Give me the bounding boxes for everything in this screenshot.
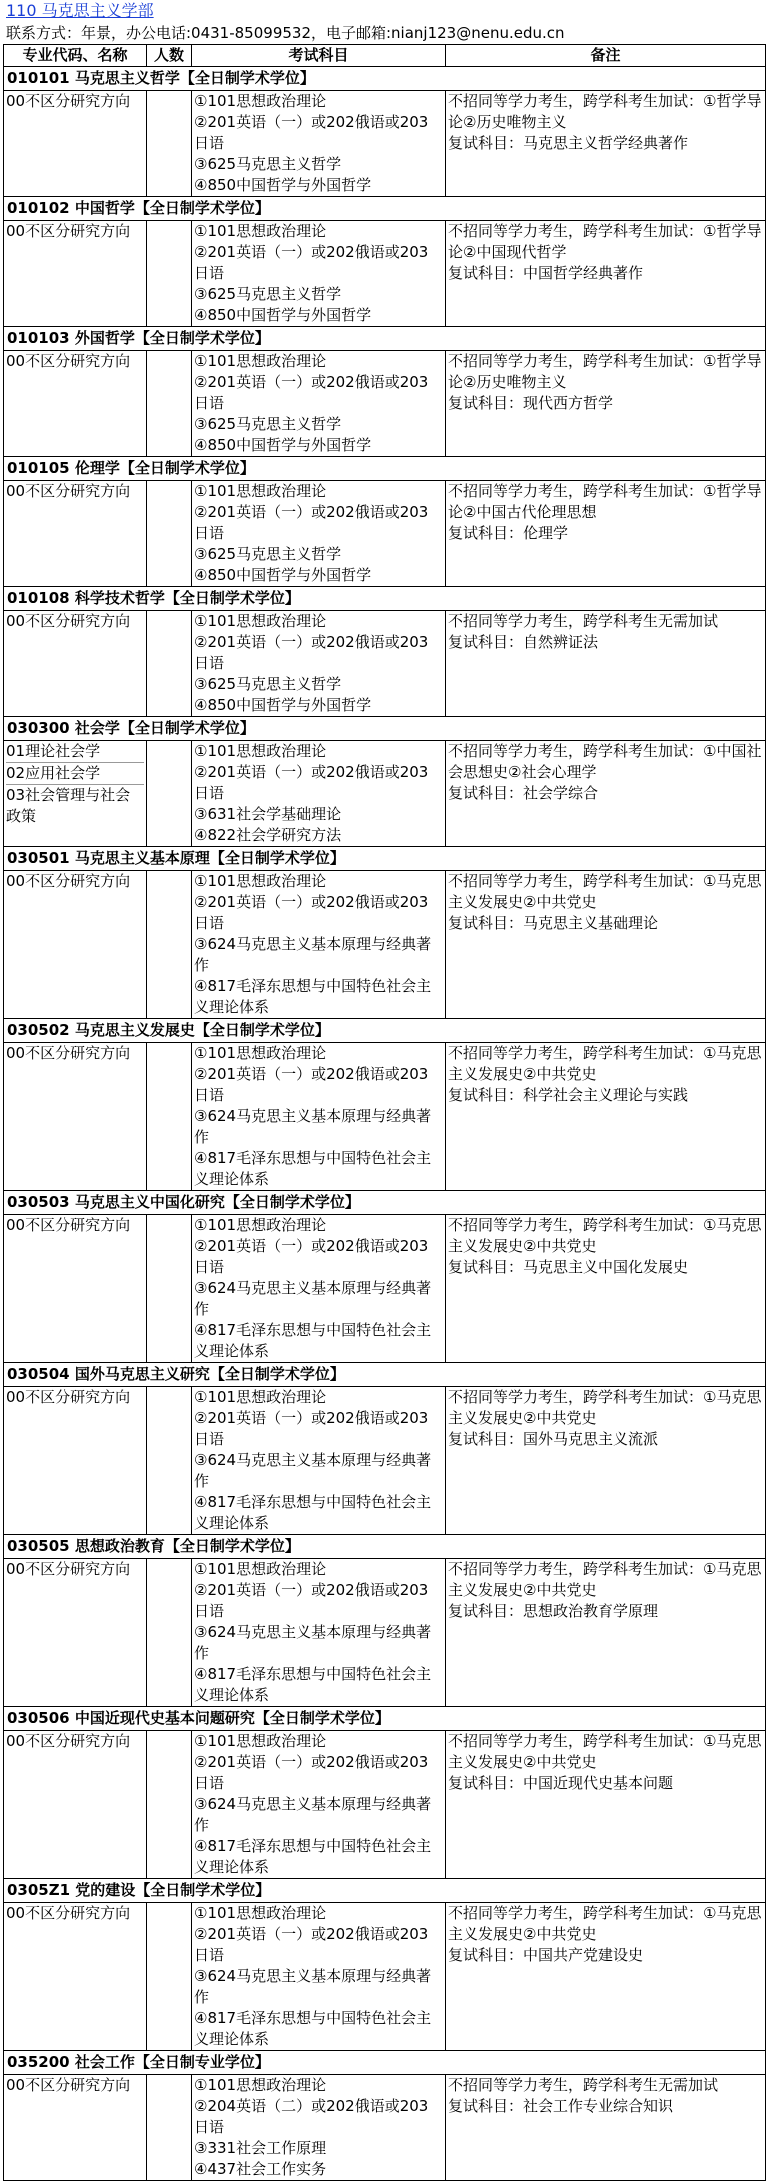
remark-line: 复试科目：社会工作专业综合知识 bbox=[448, 2097, 674, 2115]
table-row bbox=[4, 741, 766, 847]
remark-line: 复试科目：现代西方哲学 bbox=[448, 394, 614, 412]
exam-subject: ①101思想政治理论 bbox=[194, 1044, 327, 1062]
column-header-count: 人数 bbox=[147, 45, 192, 67]
direction-cell bbox=[4, 2075, 147, 2181]
remark-line: 复试科目：科学社会主义理论与实践 bbox=[448, 1086, 689, 1104]
table-row bbox=[4, 871, 766, 1019]
exam-subject: ③624马克思主义基本原理与经典著作 bbox=[194, 935, 432, 974]
research-direction: 00不区分研究方向 bbox=[6, 482, 131, 500]
major-title: 030502 马克思主义发展史【全日制学术学位】 bbox=[4, 1019, 766, 1043]
exam-subject: ④437社会工作实务 bbox=[194, 2160, 327, 2178]
count-cell bbox=[147, 1387, 192, 1535]
remarks-cell bbox=[446, 481, 766, 587]
exam-subject: ①101思想政治理论 bbox=[194, 222, 327, 240]
major-title: 030504 国外马克思主义研究【全日制学术学位】 bbox=[4, 1363, 766, 1387]
remarks-cell bbox=[446, 1215, 766, 1363]
major-title: 030501 马克思主义基本原理【全日制学术学位】 bbox=[4, 847, 766, 871]
remark-line: 不招同等学力考生，跨学科考生加试：①哲学导论②历史唯物主义 bbox=[448, 352, 762, 391]
remark-line: 不招同等学力考生，跨学科考生加试：①哲学导论②中国古代伦理思想 bbox=[448, 482, 762, 521]
subjects-cell bbox=[192, 221, 446, 327]
count-cell bbox=[147, 611, 192, 717]
exam-subject: ③625马克思主义哲学 bbox=[194, 675, 342, 693]
remarks-cell bbox=[446, 91, 766, 197]
remark-line: 不招同等学力考生，跨学科考生无需加试 bbox=[448, 2076, 719, 2094]
direction-cell bbox=[4, 1903, 147, 2051]
direction-cell bbox=[4, 611, 147, 717]
remarks-cell bbox=[446, 1387, 766, 1535]
major-title: 030300 社会学【全日制学术学位】 bbox=[4, 717, 766, 741]
subjects-cell bbox=[192, 481, 446, 587]
column-header-major: 专业代码、名称 bbox=[4, 45, 147, 67]
subjects-cell bbox=[192, 871, 446, 1019]
exam-subject: ③625马克思主义哲学 bbox=[194, 545, 342, 563]
research-direction: 02应用社会学 bbox=[6, 763, 144, 785]
exam-subject: ②201英语（一）或202俄语或203日语 bbox=[194, 1409, 429, 1448]
major-title-row bbox=[4, 717, 766, 741]
remarks-cell bbox=[446, 1559, 766, 1707]
remark-line: 复试科目：中国共产党建设史 bbox=[448, 1946, 644, 1964]
column-header-subjects: 考试科目 bbox=[192, 45, 446, 67]
subjects-cell bbox=[192, 1043, 446, 1191]
remarks-cell bbox=[446, 871, 766, 1019]
exam-subject: ①101思想政治理论 bbox=[194, 1388, 327, 1406]
table-row bbox=[4, 2075, 766, 2181]
exam-subject: ④817毛泽东思想与中国特色社会主义理论体系 bbox=[194, 1321, 432, 1360]
exam-subject: ③625马克思主义哲学 bbox=[194, 285, 342, 303]
count-cell bbox=[147, 221, 192, 327]
major-title-row bbox=[4, 457, 766, 481]
exam-subject: ②201英语（一）或202俄语或203日语 bbox=[194, 1753, 429, 1792]
subjects-cell bbox=[192, 91, 446, 197]
major-title-row bbox=[4, 1363, 766, 1387]
remark-line: 复试科目：伦理学 bbox=[448, 524, 569, 542]
exam-subject: ④850中国哲学与外国哲学 bbox=[194, 436, 372, 454]
remark-line: 不招同等学力考生，跨学科考生加试：①马克思主义发展史②中共党史 bbox=[448, 1388, 762, 1427]
direction-cell bbox=[4, 871, 147, 1019]
remark-line: 复试科目：中国哲学经典著作 bbox=[448, 264, 644, 282]
exam-subject: ③624马克思主义基本原理与经典著作 bbox=[194, 1795, 432, 1834]
exam-subject: ④850中国哲学与外国哲学 bbox=[194, 176, 372, 194]
exam-subject: ③625马克思主义哲学 bbox=[194, 415, 342, 433]
contact-info: 联系方式：年景，办公电话:0431-85099532，电子邮箱:nianj123@nenu.edu.cn bbox=[6, 24, 565, 42]
column-header-remarks: 备注 bbox=[446, 45, 766, 67]
remark-line: 复试科目：中国近现代史基本问题 bbox=[448, 1774, 674, 1792]
major-title: 010103 外国哲学【全日制学术学位】 bbox=[4, 327, 766, 351]
research-direction: 00不区分研究方向 bbox=[6, 1216, 131, 1234]
count-cell bbox=[147, 1215, 192, 1363]
research-direction: 00不区分研究方向 bbox=[6, 2076, 131, 2094]
remark-line: 复试科目：自然辨证法 bbox=[448, 633, 599, 651]
remarks-cell bbox=[446, 2075, 766, 2181]
research-direction: 00不区分研究方向 bbox=[6, 1560, 131, 1578]
admissions-page bbox=[3, 0, 765, 2181]
count-cell bbox=[147, 351, 192, 457]
table-row bbox=[4, 91, 766, 197]
major-title: 010102 中国哲学【全日制学术学位】 bbox=[4, 197, 766, 221]
table-row bbox=[4, 1903, 766, 2051]
exam-subject: ④817毛泽东思想与中国特色社会主义理论体系 bbox=[194, 1149, 432, 1188]
remarks-cell bbox=[446, 741, 766, 847]
table-row bbox=[4, 1387, 766, 1535]
remark-line: 复试科目：思想政治教育学原理 bbox=[448, 1602, 659, 1620]
subjects-cell bbox=[192, 1731, 446, 1879]
subjects-cell bbox=[192, 611, 446, 717]
remarks-cell bbox=[446, 611, 766, 717]
direction-cell bbox=[4, 1559, 147, 1707]
admissions-table bbox=[3, 44, 766, 2181]
exam-subject: ①101思想政治理论 bbox=[194, 352, 327, 370]
table-row bbox=[4, 221, 766, 327]
table-row bbox=[4, 481, 766, 587]
exam-subject: ①101思想政治理论 bbox=[194, 1904, 327, 1922]
exam-subject: ①101思想政治理论 bbox=[194, 2076, 327, 2094]
exam-subject: ④822社会学研究方法 bbox=[194, 826, 342, 844]
remark-line: 复试科目：马克思主义哲学经典著作 bbox=[448, 134, 689, 152]
remark-line: 复试科目：马克思主义基础理论 bbox=[448, 914, 659, 932]
exam-subject: ③631社会学基础理论 bbox=[194, 805, 342, 823]
direction-cell bbox=[4, 1387, 147, 1535]
subjects-cell bbox=[192, 741, 446, 847]
research-direction: 00不区分研究方向 bbox=[6, 222, 131, 240]
exam-subject: ③624马克思主义基本原理与经典著作 bbox=[194, 1107, 432, 1146]
exam-subject: ②201英语（一）或202俄语或203日语 bbox=[194, 633, 429, 672]
research-direction: 00不区分研究方向 bbox=[6, 1044, 131, 1062]
subjects-cell bbox=[192, 1559, 446, 1707]
major-title: 030505 思想政治教育【全日制学术学位】 bbox=[4, 1535, 766, 1559]
exam-subject: ①101思想政治理论 bbox=[194, 612, 327, 630]
major-title-row bbox=[4, 1191, 766, 1215]
research-direction: 00不区分研究方向 bbox=[6, 1904, 131, 1922]
direction-cell bbox=[4, 1731, 147, 1879]
exam-subject: ②201英语（一）或202俄语或203日语 bbox=[194, 763, 429, 802]
exam-subject: ④850中国哲学与外国哲学 bbox=[194, 566, 372, 584]
remark-line: 不招同等学力考生，跨学科考生加试：①中国社会思想史②社会心理学 bbox=[448, 742, 762, 781]
research-direction: 00不区分研究方向 bbox=[6, 612, 131, 630]
major-title: 030506 中国近现代史基本问题研究【全日制学术学位】 bbox=[4, 1707, 766, 1731]
exam-subject: ①101思想政治理论 bbox=[194, 1560, 327, 1578]
count-cell bbox=[147, 741, 192, 847]
major-title-row bbox=[4, 1535, 766, 1559]
count-cell bbox=[147, 1559, 192, 1707]
remark-line: 不招同等学力考生，跨学科考生加试：①马克思主义发展史②中共党史 bbox=[448, 1904, 762, 1943]
major-title: 030503 马克思主义中国化研究【全日制学术学位】 bbox=[4, 1191, 766, 1215]
remark-line: 不招同等学力考生，跨学科考生无需加试 bbox=[448, 612, 719, 630]
remarks-cell bbox=[446, 1903, 766, 2051]
count-cell bbox=[147, 91, 192, 197]
subjects-cell bbox=[192, 1387, 446, 1535]
exam-subject: ③331社会工作原理 bbox=[194, 2139, 327, 2157]
remark-line: 不招同等学力考生，跨学科考生加试：①马克思主义发展史②中共党史 bbox=[448, 1216, 762, 1255]
exam-subject: ④817毛泽东思想与中国特色社会主义理论体系 bbox=[194, 977, 432, 1016]
exam-subject: ①101思想政治理论 bbox=[194, 742, 327, 760]
research-direction: 00不区分研究方向 bbox=[6, 872, 131, 890]
research-direction: 01理论社会学 bbox=[6, 741, 144, 763]
remark-line: 不招同等学力考生，跨学科考生加试：①哲学导论②中国现代哲学 bbox=[448, 222, 762, 261]
exam-subject: ②201英语（一）或202俄语或203日语 bbox=[194, 1065, 429, 1104]
remark-line: 复试科目：马克思主义中国化发展史 bbox=[448, 1258, 689, 1276]
research-direction: 03社会管理与社会政策 bbox=[6, 786, 131, 825]
count-cell bbox=[147, 481, 192, 587]
remarks-cell bbox=[446, 221, 766, 327]
table-row bbox=[4, 1559, 766, 1707]
table-header-row bbox=[4, 45, 766, 67]
remark-line: 不招同等学力考生，跨学科考生加试：①马克思主义发展史②中共党史 bbox=[448, 1560, 762, 1599]
subjects-cell bbox=[192, 2075, 446, 2181]
major-title: 010101 马克思主义哲学【全日制学术学位】 bbox=[4, 67, 766, 91]
table-row bbox=[4, 351, 766, 457]
direction-cell bbox=[4, 351, 147, 457]
remarks-cell bbox=[446, 1731, 766, 1879]
table-row bbox=[4, 1043, 766, 1191]
table-row bbox=[4, 611, 766, 717]
direction-cell bbox=[4, 221, 147, 327]
exam-subject: ④850中国哲学与外国哲学 bbox=[194, 306, 372, 324]
research-direction: 00不区分研究方向 bbox=[6, 1388, 131, 1406]
remark-line: 复试科目：社会学综合 bbox=[448, 784, 599, 802]
direction-cell bbox=[4, 741, 147, 847]
exam-subject: ④817毛泽东思想与中国特色社会主义理论体系 bbox=[194, 1665, 432, 1704]
exam-subject: ②201英语（一）或202俄语或203日语 bbox=[194, 893, 429, 932]
count-cell bbox=[147, 1043, 192, 1191]
remark-line: 不招同等学力考生，跨学科考生加试：①马克思主义发展史②中共党史 bbox=[448, 1044, 762, 1083]
major-title-row bbox=[4, 847, 766, 871]
exam-subject: ②201英语（一）或202俄语或203日语 bbox=[194, 113, 429, 152]
exam-subject: ①101思想政治理论 bbox=[194, 1732, 327, 1750]
remark-line: 不招同等学力考生，跨学科考生加试：①哲学导论②历史唯物主义 bbox=[448, 92, 762, 131]
direction-cell bbox=[4, 1215, 147, 1363]
table-body bbox=[4, 67, 766, 2181]
table-row bbox=[4, 1731, 766, 1879]
subjects-cell bbox=[192, 1215, 446, 1363]
major-title-row bbox=[4, 1019, 766, 1043]
remarks-cell bbox=[446, 1043, 766, 1191]
remarks-cell bbox=[446, 351, 766, 457]
exam-subject: ④817毛泽东思想与中国特色社会主义理论体系 bbox=[194, 1837, 432, 1876]
major-title: 010108 科学技术哲学【全日制学术学位】 bbox=[4, 587, 766, 611]
exam-subject: ③624马克思主义基本原理与经典著作 bbox=[194, 1279, 432, 1318]
major-title-row bbox=[4, 1707, 766, 1731]
major-title: 0305Z1 党的建设【全日制学术学位】 bbox=[4, 1879, 766, 1903]
remark-line: 不招同等学力考生，跨学科考生加试：①马克思主义发展史②中共党史 bbox=[448, 1732, 762, 1771]
exam-subject: ②201英语（一）或202俄语或203日语 bbox=[194, 503, 429, 542]
major-title-row bbox=[4, 587, 766, 611]
exam-subject: ②204英语（二）或202俄语或203日语 bbox=[194, 2097, 429, 2136]
exam-subject: ③625马克思主义哲学 bbox=[194, 155, 342, 173]
major-title-row bbox=[4, 1879, 766, 1903]
remark-line: 不招同等学力考生，跨学科考生加试：①马克思主义发展史②中共党史 bbox=[448, 872, 762, 911]
count-cell bbox=[147, 871, 192, 1019]
subjects-cell bbox=[192, 1903, 446, 2051]
exam-subject: ③624马克思主义基本原理与经典著作 bbox=[194, 1967, 432, 2006]
major-title-row bbox=[4, 327, 766, 351]
direction-cell bbox=[4, 481, 147, 587]
major-title-row bbox=[4, 197, 766, 221]
exam-subject: ①101思想政治理论 bbox=[194, 872, 327, 890]
major-title-row bbox=[4, 2051, 766, 2075]
research-direction: 00不区分研究方向 bbox=[6, 92, 131, 110]
exam-subject: ①101思想政治理论 bbox=[194, 1216, 327, 1234]
direction-cell bbox=[4, 91, 147, 197]
exam-subject: ④817毛泽东思想与中国特色社会主义理论体系 bbox=[194, 2009, 432, 2048]
exam-subject: ④850中国哲学与外国哲学 bbox=[194, 696, 372, 714]
count-cell bbox=[147, 1731, 192, 1879]
exam-subject: ②201英语（一）或202俄语或203日语 bbox=[194, 1581, 429, 1620]
direction-cell bbox=[4, 1043, 147, 1191]
research-direction: 00不区分研究方向 bbox=[6, 352, 131, 370]
exam-subject: ②201英语（一）或202俄语或203日语 bbox=[194, 243, 429, 282]
exam-subject: ④817毛泽东思想与中国特色社会主义理论体系 bbox=[194, 1493, 432, 1532]
research-direction: 00不区分研究方向 bbox=[6, 1732, 131, 1750]
major-title-row bbox=[4, 67, 766, 91]
exam-subject: ②201英语（一）或202俄语或203日语 bbox=[194, 1925, 429, 1964]
major-title: 010105 伦理学【全日制学术学位】 bbox=[4, 457, 766, 481]
count-cell bbox=[147, 1903, 192, 2051]
count-cell bbox=[147, 2075, 192, 2181]
exam-subject: ③624马克思主义基本原理与经典著作 bbox=[194, 1623, 432, 1662]
subjects-cell bbox=[192, 351, 446, 457]
exam-subject: ②201英语（一）或202俄语或203日语 bbox=[194, 1237, 429, 1276]
table-row bbox=[4, 1215, 766, 1363]
exam-subject: ②201英语（一）或202俄语或203日语 bbox=[194, 373, 429, 412]
remark-line: 复试科目：国外马克思主义流派 bbox=[448, 1430, 659, 1448]
exam-subject: ③624马克思主义基本原理与经典著作 bbox=[194, 1451, 432, 1490]
department-link[interactable]: 110 马克思主义学部 bbox=[6, 1, 154, 20]
major-title: 035200 社会工作【全日制专业学位】 bbox=[4, 2051, 766, 2075]
exam-subject: ①101思想政治理论 bbox=[194, 482, 327, 500]
exam-subject: ①101思想政治理论 bbox=[194, 92, 327, 110]
